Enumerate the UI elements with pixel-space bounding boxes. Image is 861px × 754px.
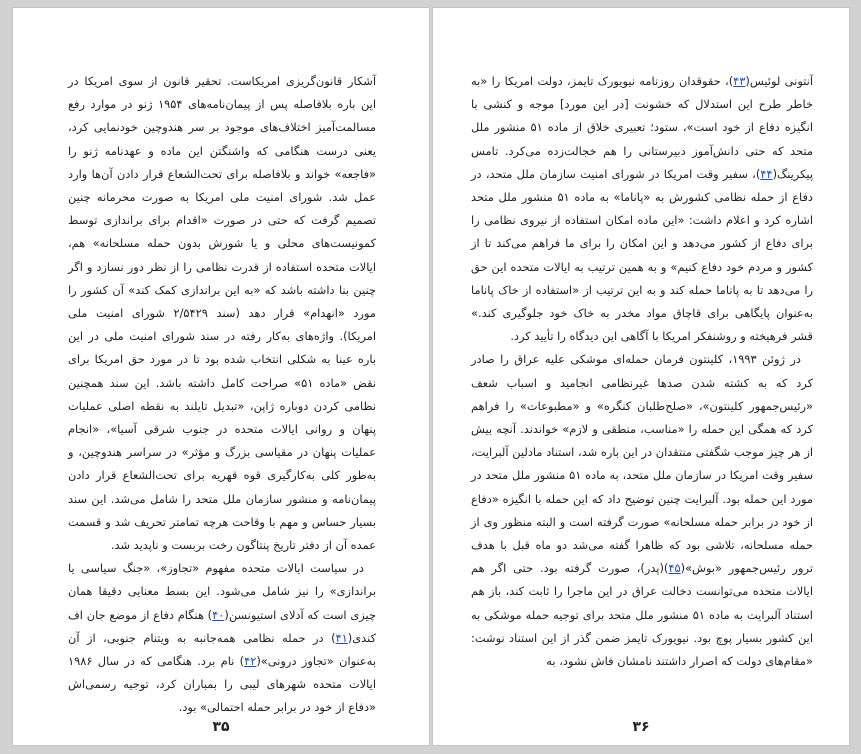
right-page	[432, 7, 850, 746]
left-p2-text-c: ) در حمله نظامی همه‌جانبه به ویتنام جنوبی، از آن به‌عنوان «تجاوز درونی»(	[68, 630, 377, 669]
left-paragraph-2	[68, 557, 376, 719]
right-p1-text-c: )، سفیر وقت امریکا در شورای امنیت سازمان ملل متحد، در دفاع از حمله نظامی کشورش به «پاناما» به ماده ۵۱ منشور ملل متحد اشاره کرد و اعلام داشت: «این ماده امکان استفاده از نیروی نظامی را برای دفاع از کشور می‌دهد و این امکان را برای ما فراهم می‌کند تا از کشور و مردم خود دفاع کنیم» و به همین ترتیب به ایالات متحده این حق را می‌دهد تا به پاناما حمله کند و به این ترتیب از «استفاده از خاک پاناما به‌عنوان پایگاهی برای قاچاق مواد مخدر به خاک خود جلوگیری کند.» قشر فرهیخته و روشنفکر امریکا با آگاهی این دیدگاه را تأیید کرد.	[471, 166, 813, 344]
right-p1-text-b: )، حقوقدان روزنامه نیویورک تایمز، دولت امریکا را «به خاطر طرح این استدلال که خشونت [در این مورد] موجه و کنشی با انگیزه دفاع از خود است»، ستود؛ تعبیری خلاق از ماده ۵۱ منشور ملل متحد که حتی دانش‌آموز دبیرستانی را هم خجالت‌زده می‌کرد. تامس پیکرینگ(	[471, 74, 814, 181]
footnote-link-45[interactable]: ۴۵	[668, 561, 681, 576]
footnote-link-42[interactable]: ۴۲	[244, 654, 257, 669]
page-number-right: ۳۶	[632, 719, 650, 735]
left-p2-text-a: در سیاست ایالات متحده مفهوم «تجاوز»، «جنگ سیاسی یا براندازی» را نیز شامل می‌شود. این بسط معنایی دقیقا همان چیزی است که آدلای استیونسن(	[68, 561, 376, 622]
left-page-text	[68, 70, 376, 720]
right-page-text	[471, 70, 813, 673]
right-p2-text-b: )(پدر)، صورت گرفته بود. حتی اگر هم ایالات متحده می‌توانست دخالت عراق در این ماجرا را ثابت کند، باز هم استناد آلبرایت به ماده ۵۱ منشور ملل متحد برای توجیه حمله موشکی به این کشور بسیار پوچ بود. نیویورک تایمز ضمن گذر از این استناد نوشت: «مقام‌های دولت که اصرار داشتند نامشان فاش نشود، به	[471, 561, 813, 669]
footnote-link-43[interactable]: ۴۳	[733, 74, 746, 88]
left-p2-text-d: ) نام برد. هنگامی که در سال ۱۹۸۶ ایالات متحده شهرهای لیبی را بمباران کرد، توجیه رسمی‌اش «دفاع از خود در برابر حمله احتمالی» بود.	[68, 654, 376, 715]
right-p1-text-a: آنتونی لوئیس(	[745, 74, 813, 88]
left-paragraph-1: آشکار قانون‌گریزی امریکاست. تحقیر قانون از سوی امریکا در این باره بلافاصله پس از پیمان‌نامه‌های ۱۹۵۴ ژنو در موارد رفع مسالمت‌آمیز اختلاف‌های موجود بر سر هندوچین خودنمایی کرد، یعنی درست هنگامی که واشنگتن این ماده و عهدنامه ژنو را «فاجعه» خواند و بلافاصله برای تحت‌الشعاع قرار دادن آن‌ها وارد عمل شد. شورای امنیت ملی امریکا به صورت محرمانه چنین تصمیم گرفت که حتی در صورت «اقدام برای براندازی توسط کمونیست‌های محلی و یا شورش بدون حمله مسلحانه» هم، ایالات متحده استفاده از قدرت نظامی را از نظر دور نسازد و اگر چنین بنا داشته باشد که «به این براندازی کمک کند» آن کشور را مورد «انهدام» قرار دهد (سند ۲/۵۴۲۹ شورای امنیت ملی امریکا). واژه‌های به‌کار رفته در سند شورای امنیت ملی در این باره عینا به شکلی انتخاب شده بود تا در مورد حق امریکا برای نقض «ماده ۵۱» صراحت کامل داشته باشد. این سند همچنین نظامی کردن دوباره ژاپن، «تبدیل تایلند به نقطه اصلی عملیات پنهان و روانی ایالات متحده در جنوب شرقی آسیا»، «انجام عملیات پنهان در مقیاسی بزرگ و مؤثر» در سراسر هندوچین، و به‌طور کلی به‌کارگیری قوه قهریه برای تحت‌الشعاع قرار دادن پیمان‌نامه و منشور سازمان ملل متحد را شامل می‌شد. این سند بسیار حساس و مهم با وقاحت هرچه تمامتر تحریف شد و قسمت عمده آن از دفتر تاریخ پنتاگون رخت بربست و ناپدید شد.	[68, 74, 377, 553]
footnote-link-40[interactable]: ۴۰	[212, 607, 225, 622]
right-paragraph-1	[471, 70, 813, 348]
page-number-left: ۳۵	[212, 719, 230, 735]
right-paragraph-2	[471, 348, 813, 673]
left-page	[12, 7, 430, 746]
right-p2-text-a: در ژوئن ۱۹۹۳، کلینتون فرمان حمله‌ای موشکی علیه عراق را صادر کرد که به کشته شدن صدها غیرنظامی انجامید و اسباب شعف «رئیس‌جمهور کلینتون»، «صلح‌طلبان کنگره» و «مطبوعات» را فراهم کرد که همگی این حمله را «مناسب، منطقی و لازم» خواندند. آنچه بیش از هر چیز موجب شگفتی منتقدان در این باره شد، استناد مادلین آلبرایت، سفیر وقت امریکا در سازمان ملل متحد، به ماده ۵۱ منشور ملل متحد در مورد این حمله بود. آلبرایت چنین توضیح داد که این حمله با انگیزه «دفاع از خود در برابر حمله مسلحانه» صورت گرفته است و البته منظور وی از حمله مسلحانه، تلاشی بود که ظاهرا گفته می‌شد دو ماه قبل با هدف ترور رئیس‌جمهور «بوش»(	[471, 352, 813, 576]
footnote-link-44[interactable]: ۴۴	[760, 166, 773, 181]
footnote-link-41[interactable]: ۴۱	[335, 630, 348, 645]
left-p2-text-b: ) هنگام دفاع از موضع جان اف کندی(	[68, 607, 376, 645]
